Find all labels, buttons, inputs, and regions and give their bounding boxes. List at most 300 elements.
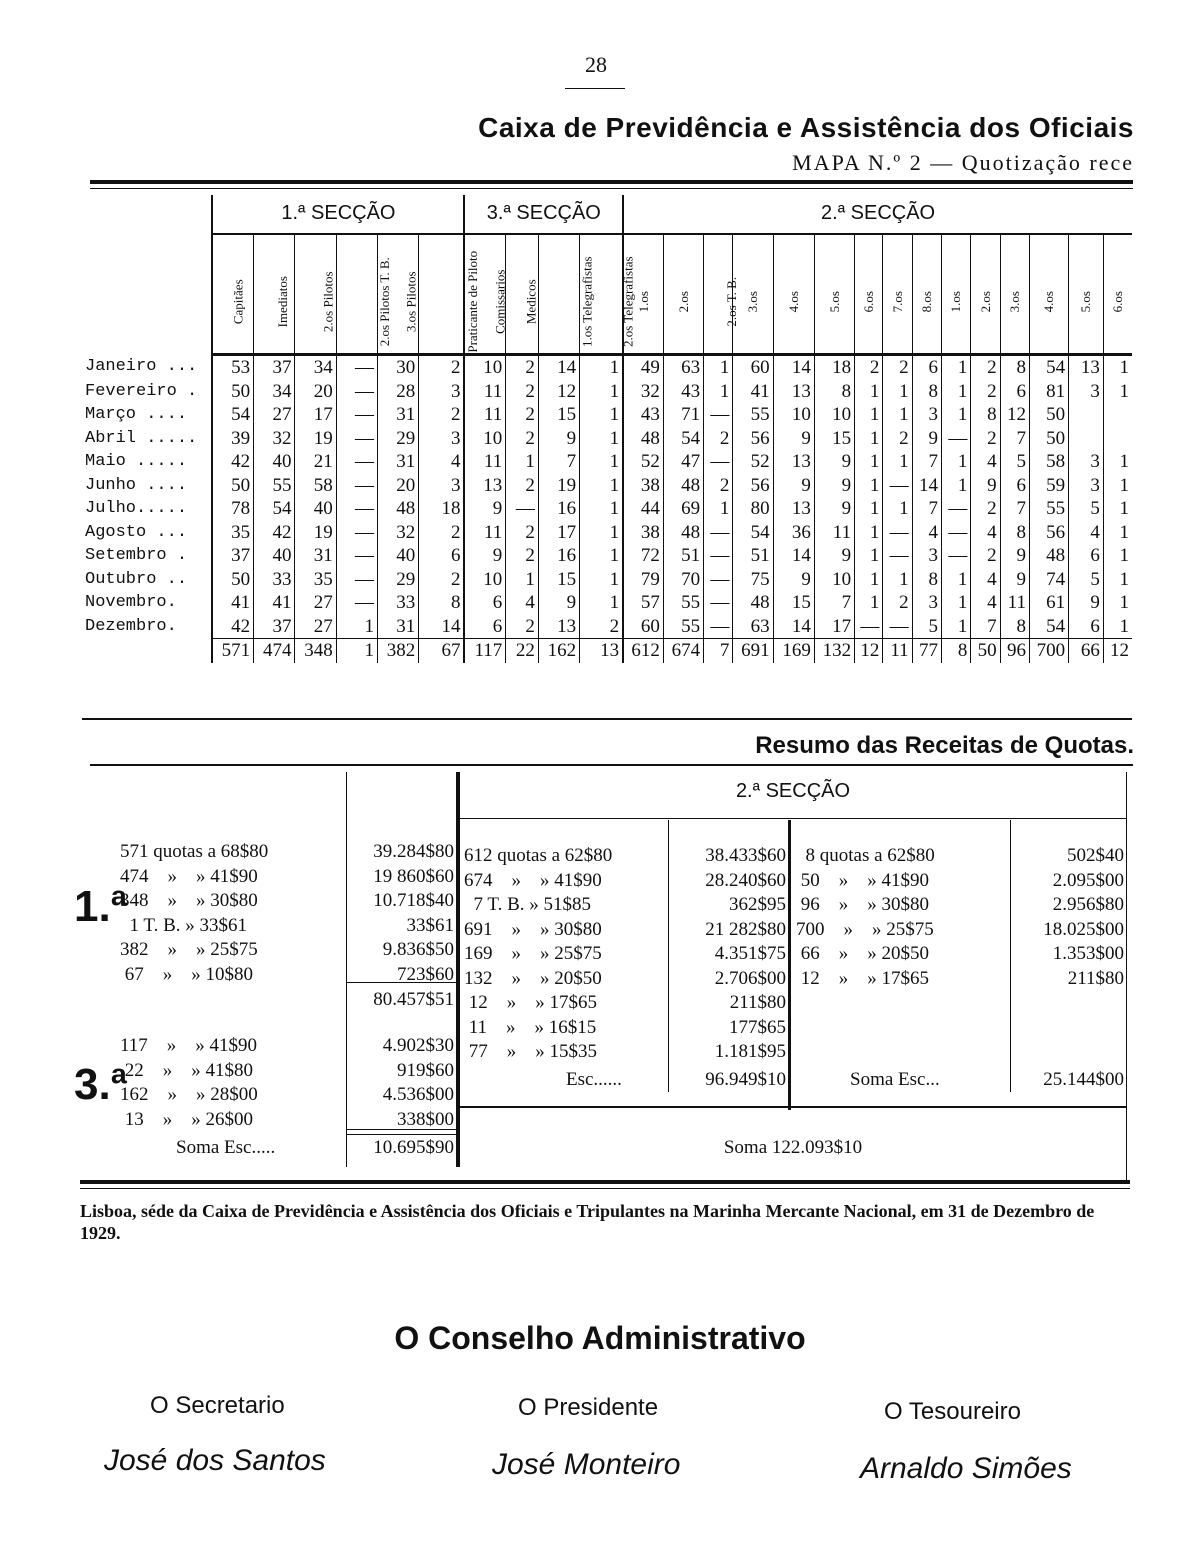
column-header-label: 2.os Telegrafistas [620, 255, 636, 347]
column-header [663, 234, 703, 355]
table-cell: 10 [773, 403, 814, 427]
table-cell: 2 [855, 355, 883, 380]
table-cell: 8 [419, 591, 465, 615]
table-cell: 1 [883, 403, 912, 427]
quota-table [82, 195, 1132, 663]
table-cell: 40 [378, 544, 419, 568]
table-cell: 1 [855, 427, 883, 451]
table-cell: 2 [580, 615, 624, 639]
summary-sec2b-soma: 25.144$00 [1043, 1069, 1124, 1090]
table-cell: 9 [1069, 591, 1104, 615]
summary-sec3-values: 4.902$30 919$60 4.536$00 338$00 [382, 1035, 454, 1130]
table-cell: 9 [538, 427, 579, 451]
table-cell: 35 [295, 568, 336, 592]
month-label: Abril ..... [85, 428, 198, 448]
column-header-label: Capitães [231, 278, 247, 324]
table-cell: 9 [773, 568, 814, 592]
table-cell: 1 [580, 474, 624, 498]
table-cell: — [704, 521, 733, 545]
column-header-label: 1.os [635, 290, 651, 312]
table-cell: 1 [1103, 615, 1132, 639]
table-cell [1069, 427, 1104, 451]
divider [346, 1134, 456, 1135]
table-cell: 54 [1029, 615, 1068, 639]
table-cell: — [336, 355, 377, 380]
table-cell: 2 [506, 615, 539, 639]
monthly-rows [82, 355, 1132, 663]
table-cell: 6 [1069, 544, 1104, 568]
table-cell: 70 [663, 568, 703, 592]
column-header-label: 2.os [675, 290, 691, 312]
column-header [971, 234, 1000, 355]
table-cell: 1 [580, 591, 624, 615]
table-cell: 1 [336, 615, 377, 639]
table-cell: 11 [1000, 591, 1029, 615]
table-cell: — [883, 615, 912, 639]
table-cell: 1 [941, 568, 970, 592]
column-header-label: 2.os [977, 290, 993, 312]
summary-sec2-header: 2.ª SECÇÃO [735, 780, 851, 802]
table-row [82, 544, 1132, 568]
table-cell: 48 [1029, 544, 1068, 568]
table-cell: 48 [733, 591, 773, 615]
table-cell: — [336, 497, 377, 521]
table-cell: 1 [941, 615, 970, 639]
table-cell: 56 [1029, 521, 1068, 545]
table-cell: 20 [378, 474, 419, 498]
summary-sec2b-values: 502$40 2.095$00 2.956$80 18.025$00 1.353$00 211$80 [1043, 845, 1124, 989]
table-cell: 19 [295, 521, 336, 545]
table-row [82, 615, 1132, 639]
table-cell: 42 [212, 450, 253, 474]
table-cell: 4 [971, 521, 1000, 545]
table-cell: 9 [971, 474, 1000, 498]
total-cell: 77 [912, 639, 941, 663]
table-cell: 6 [1069, 615, 1104, 639]
table-cell: 9 [773, 474, 814, 498]
table-cell: 3 [1069, 474, 1104, 498]
summary-sec1-values: 39.284$80 19 860$60 10.718$40 33$61 9.836$50 723$60 [373, 841, 454, 985]
table-cell: 48 [663, 521, 703, 545]
table-cell: 8 [912, 380, 941, 404]
table-cell: 1 [883, 380, 912, 404]
role-treasurer: O Tesoureiro [884, 1398, 1021, 1425]
table-cell: 47 [663, 450, 703, 474]
month-label: Janeiro ... [85, 357, 198, 377]
table-cell: 4 [506, 591, 539, 615]
total-cell: 674 [663, 639, 703, 663]
table-cell: — [336, 450, 377, 474]
table-cell [1103, 403, 1132, 427]
total-cell: 12 [855, 639, 883, 663]
column-header-label: Medicos [523, 278, 539, 324]
summary-sec2a-values: 38.433$60 28.240$60 362$95 21 282$80 4.351$75 2.706$00 211$80 177$65 1.181$95 [705, 845, 786, 1062]
table-cell: 75 [733, 568, 773, 592]
table-cell: — [336, 403, 377, 427]
table-cell: 13 [538, 615, 579, 639]
table-cell: 9 [814, 450, 854, 474]
table-row [82, 427, 1132, 451]
table-cell: 55 [1029, 497, 1068, 521]
table-cell: 1 [704, 497, 733, 521]
table-cell: — [883, 474, 912, 498]
table-cell: 33 [254, 568, 295, 592]
table-cell: 30 [378, 355, 419, 380]
table-cell: 1 [580, 403, 624, 427]
table-cell: 39 [212, 427, 253, 451]
table-cell: 1 [855, 450, 883, 474]
total-cell: 22 [506, 639, 539, 663]
table-cell: 8 [814, 380, 854, 404]
summary-sec13-soma: 10.695$90 [373, 1137, 454, 1158]
table-cell: 2 [704, 427, 733, 451]
section-header-row [82, 195, 1132, 234]
table-cell: — [704, 403, 733, 427]
table-cell: 14 [419, 615, 465, 639]
table-cell: 15 [538, 403, 579, 427]
table-cell: — [855, 615, 883, 639]
column-header [773, 234, 814, 355]
table-row [82, 497, 1132, 521]
total-cell: 11 [883, 639, 912, 663]
table-cell: 1 [1103, 450, 1132, 474]
table-cell: 2 [971, 380, 1000, 404]
table-cell: 1 [941, 403, 970, 427]
column-header [295, 234, 336, 355]
table-cell: 5 [1069, 497, 1104, 521]
divider [460, 818, 1126, 819]
table-cell: 60 [623, 615, 663, 639]
table-cell: 2 [971, 355, 1000, 380]
table-cell: 41 [212, 591, 253, 615]
summary-top-rule [90, 764, 1133, 766]
table-cell: 1 [855, 544, 883, 568]
table-cell: 27 [295, 615, 336, 639]
table-cell: 1 [580, 380, 624, 404]
column-header-label: 3.os [1007, 290, 1023, 312]
table-cell: 7 [912, 497, 941, 521]
table-cell: 13 [464, 474, 505, 498]
total-cell: 700 [1029, 639, 1068, 663]
column-header-label: Comissarios [492, 269, 508, 334]
table-cell [1069, 403, 1104, 427]
table-cell: 12 [538, 380, 579, 404]
column-header-row [82, 234, 1132, 355]
column-header [1000, 234, 1029, 355]
table-cell: 54 [733, 521, 773, 545]
table-cell: 10 [464, 355, 505, 380]
table-cell: 56 [733, 427, 773, 451]
table-cell: 51 [663, 544, 703, 568]
table-cell: 32 [378, 521, 419, 545]
table-cell: 35 [212, 521, 253, 545]
column-header [941, 234, 970, 355]
month-label: Fevereiro . [85, 381, 198, 401]
table-cell: 71 [663, 403, 703, 427]
table-cell: 3 [912, 403, 941, 427]
table-cell: 1 [580, 355, 624, 380]
totals-row [82, 639, 1132, 663]
column-header-label: Imediatos [275, 275, 291, 327]
table-bottom-rule [82, 718, 1132, 720]
table-cell: 40 [254, 450, 295, 474]
table-row [82, 568, 1132, 592]
top-thin-rule [90, 188, 1133, 189]
table-cell: 50 [1029, 403, 1068, 427]
table-cell: 1 [941, 450, 970, 474]
table-cell: 14 [538, 355, 579, 380]
table-cell: 2 [506, 355, 539, 380]
table-cell: — [336, 427, 377, 451]
table-cell: — [506, 497, 539, 521]
column-header [912, 234, 941, 355]
table-cell: 3 [1069, 380, 1104, 404]
table-cell: 11 [464, 380, 505, 404]
table-cell: 63 [733, 615, 773, 639]
table-cell: 4 [971, 591, 1000, 615]
table-cell: 1 [1103, 474, 1132, 498]
table-cell: — [336, 591, 377, 615]
table-cell: 14 [773, 544, 814, 568]
table-cell: 1 [1103, 591, 1132, 615]
divider [788, 820, 791, 1110]
table-cell: 17 [295, 403, 336, 427]
summary-bottom-rule [80, 1180, 1130, 1184]
column-header-label: 2.os Pilotos T. B. [376, 256, 392, 346]
section-1-header: 1.ª SECÇÃO [212, 195, 464, 234]
table-cell: 1 [941, 355, 970, 380]
table-cell: 55 [733, 403, 773, 427]
table-cell: 44 [623, 497, 663, 521]
table-cell: — [704, 544, 733, 568]
summary-sec2b-lines: 8 quotas a 62$80 50 » » 41$90 96 » » 30$80 700 » » 25$75 66 » » 20$50 12 » » 17$65 [796, 845, 935, 989]
column-header-label: 3.os Pilotos [403, 270, 419, 332]
table-cell: 50 [1029, 427, 1068, 451]
table-cell: 1 [855, 521, 883, 545]
column-header-label: 7.os [889, 290, 905, 312]
table-cell: 38 [623, 521, 663, 545]
table-cell: 29 [378, 427, 419, 451]
table-cell: 1 [855, 474, 883, 498]
total-cell: 66 [1069, 639, 1104, 663]
table-cell: 50 [212, 568, 253, 592]
table-cell: — [941, 497, 970, 521]
table-cell: 12 [1000, 403, 1029, 427]
table-cell: 10 [814, 403, 854, 427]
divider [1126, 772, 1127, 1182]
table-cell: — [941, 544, 970, 568]
table-cell: 4 [971, 450, 1000, 474]
summary-sec3-label: 3.ª [74, 1060, 127, 1109]
month-label: Setembro . [85, 546, 188, 565]
table-cell: 3 [912, 544, 941, 568]
column-header [419, 234, 481, 355]
table-cell: 1 [580, 521, 624, 545]
table-cell: 9 [773, 427, 814, 451]
column-header [814, 234, 854, 355]
table-cell: 1 [883, 568, 912, 592]
summary-sec1-label: 1.ª [74, 882, 127, 931]
table-cell: 17 [814, 615, 854, 639]
table-cell: 2 [506, 403, 539, 427]
table-cell: 54 [212, 403, 253, 427]
table-cell: 79 [623, 568, 663, 592]
table-cell: 20 [295, 380, 336, 404]
table-cell: 52 [623, 450, 663, 474]
footer-note: Lisboa, séde da Caixa de Previdência e Assistência dos Oficiais e Tripulantes na Marinha Mercante Nacional, em 31 de Dezembro de 1929. [80, 1201, 1095, 1243]
table-row [82, 403, 1132, 427]
table-cell: 40 [254, 544, 295, 568]
table-cell: 1 [883, 450, 912, 474]
table-cell: 6 [464, 615, 505, 639]
table-cell: 63 [663, 355, 703, 380]
table-cell: 1 [506, 568, 539, 592]
total-cell: 169 [773, 639, 814, 663]
table-cell: 31 [378, 615, 419, 639]
table-cell: 61 [1029, 591, 1068, 615]
table-cell: 31 [378, 450, 419, 474]
column-header-label: 2.os T. B. [724, 276, 740, 327]
table-cell: 8 [1000, 355, 1029, 380]
table-cell: 6 [419, 544, 465, 568]
table-cell: 52 [733, 450, 773, 474]
table-cell: 3 [419, 380, 465, 404]
table-row [82, 474, 1132, 498]
table-cell: 1 [580, 497, 624, 521]
table-cell: 58 [295, 474, 336, 498]
table-cell: 21 [295, 450, 336, 474]
table-cell: 40 [295, 497, 336, 521]
table-cell: 48 [623, 427, 663, 451]
table-cell: 9 [1000, 568, 1029, 592]
total-cell: 612 [623, 639, 663, 663]
table-row [82, 521, 1132, 545]
table-cell: 2 [971, 544, 1000, 568]
table-cell: — [704, 568, 733, 592]
column-header-label: 5.os [1078, 290, 1094, 312]
table-cell: — [336, 568, 377, 592]
table-cell: 6 [1000, 474, 1029, 498]
table-cell: 7 [971, 615, 1000, 639]
table-cell: 9 [464, 497, 505, 521]
table-cell: 4 [419, 450, 465, 474]
table-cell: 55 [663, 591, 703, 615]
document-title: Caixa de Previdência e Assistência dos Oficiais [478, 112, 1134, 143]
table-cell: 13 [1069, 355, 1104, 380]
table-cell: 1 [855, 380, 883, 404]
table-cell: 38 [623, 474, 663, 498]
table-cell: — [336, 521, 377, 545]
total-cell: 162 [538, 639, 579, 663]
table-cell: 48 [378, 497, 419, 521]
total-cell: 348 [295, 639, 336, 663]
table-cell: 34 [295, 355, 336, 380]
table-cell: — [704, 591, 733, 615]
table-cell: 6 [1000, 380, 1029, 404]
month-label: Julho..... [85, 499, 188, 518]
total-cell: 96 [1000, 639, 1029, 663]
table-cell: 2 [971, 427, 1000, 451]
table-cell: 13 [773, 450, 814, 474]
table-cell: 9 [464, 544, 505, 568]
table-cell: 32 [254, 427, 295, 451]
column-header-label: 2.os Pilotos [321, 270, 337, 332]
total-cell: 132 [814, 639, 854, 663]
table-cell: 4 [1069, 521, 1104, 545]
table-cell: 1 [855, 403, 883, 427]
table-cell: 54 [663, 427, 703, 451]
table-cell: 2 [419, 403, 465, 427]
month-label: Maio ..... [85, 452, 188, 471]
table-cell: 2 [506, 521, 539, 545]
table-cell: 41 [733, 380, 773, 404]
table-cell: 1 [941, 474, 970, 498]
table-cell: 8 [912, 568, 941, 592]
section-2-header: 2.ª SECÇÃO [623, 195, 1132, 234]
table-cell: 80 [733, 497, 773, 521]
table-cell: 72 [623, 544, 663, 568]
summary-frame [74, 772, 1128, 1180]
table-cell: 9 [912, 427, 941, 451]
column-header [1029, 234, 1068, 355]
table-cell: 15 [814, 427, 854, 451]
table-cell: 13 [773, 497, 814, 521]
table-cell: 13 [773, 380, 814, 404]
page-number-underline [565, 88, 625, 89]
table-cell: 28 [378, 380, 419, 404]
table-cell: 10 [814, 568, 854, 592]
summary-sec3-lines: 117 » » 41$90 22 » » 41$80 162 » » 28$00 13 » » 26$00 [120, 1035, 258, 1130]
summary-sec1-total: 80.457$51 [373, 989, 454, 1010]
summary-bottom-thin-rule [80, 1188, 1130, 1189]
table-cell: 36 [773, 521, 814, 545]
column-header-label: 1.os Telegrafistas [579, 255, 595, 347]
table-cell: 1 [580, 450, 624, 474]
total-cell: 691 [733, 639, 773, 663]
total-cell: 117 [464, 639, 505, 663]
table-cell: 11 [814, 521, 854, 545]
table-cell: 81 [1029, 380, 1068, 404]
map-subtitle: MAPA N.º 2 — Quotização rece [792, 150, 1134, 175]
table-row [82, 380, 1132, 404]
table-cell: 43 [663, 380, 703, 404]
table-cell: 3 [419, 427, 465, 451]
divider [460, 1106, 1126, 1108]
table-cell: 31 [295, 544, 336, 568]
page-number: 28 [585, 52, 607, 77]
month-label: Dezembro. [85, 616, 177, 636]
table-cell: 1 [855, 591, 883, 615]
table-cell: 9 [814, 544, 854, 568]
table-cell: 2 [506, 474, 539, 498]
table-cell: 14 [773, 355, 814, 380]
table-cell: 7 [538, 450, 579, 474]
table-cell: 31 [378, 403, 419, 427]
table-cell: 1 [580, 568, 624, 592]
table-row [82, 355, 1132, 380]
table-cell: 17 [538, 521, 579, 545]
section-3-header: 3.ª SECÇÃO [464, 195, 623, 234]
table-cell: 1 [1103, 544, 1132, 568]
table-cell: 2 [419, 355, 465, 380]
summary-sec2a-esc-label: Esc...... [566, 1069, 622, 1090]
month-label: Novembro. [85, 593, 177, 612]
table-cell: 2 [506, 544, 539, 568]
table-cell: 74 [1029, 568, 1068, 592]
table-cell: 2 [506, 427, 539, 451]
month-label: Outubro .. [85, 569, 188, 589]
top-thick-rule [90, 180, 1133, 184]
